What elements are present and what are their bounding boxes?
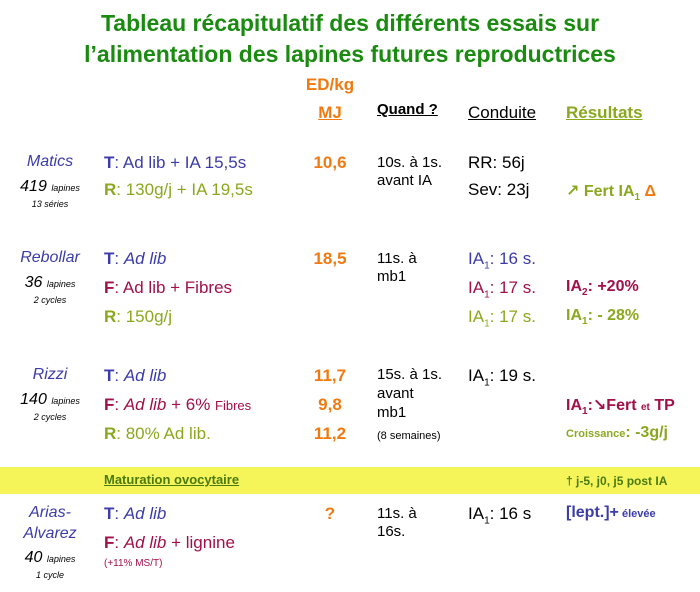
diet-r-rizzi: R: 80% Ad lib. bbox=[104, 424, 211, 443]
conduite-matics-rr: RR: 56j bbox=[468, 153, 525, 172]
diet-t-rizzi: T: Ad lib bbox=[104, 366, 167, 385]
mj-rizzi-f: 9,8 bbox=[318, 395, 342, 414]
header-mj: MJ bbox=[318, 103, 342, 122]
diet-t-matics: T: Ad lib + IA 15,5s bbox=[104, 153, 247, 172]
study-count-matics: 419 lapines bbox=[20, 178, 80, 195]
study-name-arias-1: Arias- bbox=[29, 504, 71, 521]
study-name-matics: Matics bbox=[26, 153, 74, 170]
result-rebollar-f: $IA_2$: +20% bbox=[566, 278, 639, 299]
mj-rebollar: 18,5 bbox=[313, 249, 347, 268]
quand-matics: 10s. à 1s. avant IA bbox=[377, 154, 443, 189]
result-rebollar-r: $IA_1$: - 28% bbox=[566, 307, 640, 328]
study-cycles-arias: 1 cycle bbox=[35, 570, 64, 580]
study-name-arias-2: Alvarez bbox=[23, 525, 77, 542]
diet-f-arias: F: Ad lib + lignine bbox=[104, 533, 235, 552]
quand-rebollar: 11s. à mb1 bbox=[377, 250, 417, 285]
diet-f-rebollar: F: Ad lib + Fibres bbox=[104, 278, 233, 297]
study-series-matics: 13 séries bbox=[31, 199, 69, 209]
quand-rizzi-4: (8 semaines) bbox=[377, 430, 441, 442]
diet-f-note-arias: (+11% MS/T) bbox=[104, 558, 163, 569]
result-rizzi-fert: $IA_1:↘Fert$ et TP bbox=[566, 397, 675, 418]
header-ed-kg: ED/kg bbox=[305, 75, 355, 94]
mj-matics: 10,6 bbox=[313, 153, 347, 172]
study-count-rebollar: 36 lapines bbox=[24, 274, 76, 291]
page-title-line1: Tableau récapitulatif des différents essais sur bbox=[100, 10, 600, 36]
mj-arias: ? bbox=[324, 504, 336, 523]
conduite-rebollar-r: $IA_1$: 17 s. bbox=[468, 307, 536, 330]
conduite-matics-sev: Sev: 23j bbox=[468, 180, 530, 199]
conduite-rebollar-f: $IA_1$: 17 s. bbox=[468, 278, 536, 301]
study-name-rebollar: Rebollar bbox=[20, 249, 80, 266]
header-quand: Quand ? bbox=[377, 101, 438, 118]
study-name-rizzi: Rizzi bbox=[32, 366, 68, 383]
diet-r-matics: R: 130g/j + IA 19,5s bbox=[104, 180, 253, 199]
header-resultats: Résultats bbox=[566, 103, 643, 122]
study-cycles-rebollar: 2 cycles bbox=[33, 295, 67, 305]
mj-rizzi-t: 11,7 bbox=[313, 366, 347, 385]
quand-rizzi-2: avant bbox=[377, 385, 414, 402]
conduite-arias: $IA_1$: 16 s bbox=[468, 504, 532, 527]
result-rizzi-croissance: Croissance: -3g/j bbox=[566, 424, 668, 441]
diet-t-arias: T: Ad lib bbox=[104, 504, 167, 523]
diet-t-rebollar: T: Ad lib bbox=[104, 249, 167, 268]
study-count-rizzi: 140 lapines bbox=[20, 391, 80, 408]
quand-rizzi-1: 15s. à 1s. bbox=[377, 366, 443, 383]
result-arias: [lept.]+ élevée bbox=[566, 504, 656, 521]
result-matics: ↗ Fert $IA_1$ Δ bbox=[566, 183, 657, 204]
banner-right: † j-5, j0, j5 post IA bbox=[566, 474, 668, 488]
header-conduite: Conduite bbox=[468, 103, 537, 122]
study-cycles-rizzi: 2 cycles bbox=[33, 412, 67, 422]
quand-rizzi-3: mb1 bbox=[377, 404, 407, 421]
conduite-rizzi: $IA_1$: 19 s. bbox=[468, 366, 536, 389]
mj-rizzi-r: 11,2 bbox=[313, 424, 347, 443]
diet-r-rebollar: R: 150g/j bbox=[104, 307, 173, 326]
diet-f-rizzi: F: Ad lib + 6% Fibres bbox=[104, 395, 252, 414]
banner-label: Maturation ovocytaire bbox=[104, 472, 240, 487]
quand-arias: 11s. à 16s. bbox=[377, 505, 417, 540]
conduite-rebollar-t: $IA_1$: 16 s. bbox=[468, 249, 536, 272]
study-count-arias: 40 lapines bbox=[24, 549, 76, 566]
page-title-line2: l’alimentation des lapines futures reproductrices bbox=[84, 41, 616, 67]
